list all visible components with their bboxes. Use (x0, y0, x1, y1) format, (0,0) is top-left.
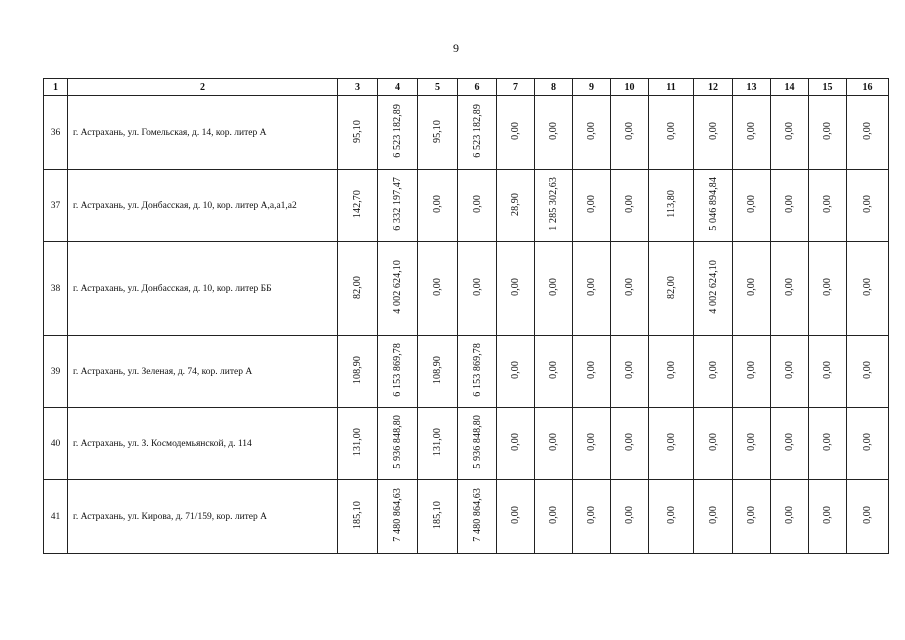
cell-value: 0,00 (586, 278, 597, 296)
cell-value: 0,00 (665, 506, 677, 524)
cell-value: 0,00 (432, 195, 443, 213)
column-header: 13 (733, 79, 771, 96)
cell-value: 0,00 (822, 122, 833, 140)
cell-value: 6 523 182,89 (392, 104, 403, 158)
cell-value: 5 046 894,84 (707, 177, 719, 231)
cell-value: 82,00 (352, 275, 363, 299)
cell-value: 28,90 (510, 192, 521, 216)
column-header: 10 (611, 79, 649, 96)
value-cell (497, 170, 535, 242)
cell-value: 0,00 (784, 278, 795, 296)
cell-value: 6 153 869,78 (471, 343, 483, 397)
value-cell (458, 170, 497, 242)
cell-value: 95,10 (432, 119, 443, 143)
cell-value: 0,00 (665, 122, 677, 140)
column-header: 12 (694, 79, 733, 96)
table-row (44, 96, 889, 170)
cell-value: 0,00 (862, 433, 873, 451)
cell-value: 4 002 624,10 (707, 260, 719, 314)
cell-value: 0,00 (707, 361, 719, 379)
cell-value: 0,00 (548, 506, 559, 524)
value-cell (611, 242, 649, 336)
cell-value: 142,70 (352, 189, 363, 219)
value-cell (535, 408, 573, 480)
cell-value: 0,00 (862, 195, 873, 213)
cell-value: 0,00 (624, 361, 635, 379)
value-cell (611, 336, 649, 408)
value-cell (611, 170, 649, 242)
cell-value: 0,00 (746, 361, 757, 379)
table-row (44, 170, 889, 242)
column-header: 2 (68, 79, 338, 96)
value-cell (771, 242, 809, 336)
cell-value: 0,00 (862, 361, 873, 379)
cell-value: 0,00 (548, 361, 559, 379)
column-header: 16 (847, 79, 889, 96)
value-cell (649, 96, 694, 170)
value-cell (418, 242, 458, 336)
value-cell (649, 408, 694, 480)
table-row (44, 480, 889, 554)
value-cell (378, 408, 418, 480)
cell-value: 0,00 (707, 122, 719, 140)
value-cell (809, 170, 847, 242)
cell-value: 185,10 (352, 500, 363, 530)
value-cell (535, 242, 573, 336)
cell-value: 0,00 (510, 122, 521, 140)
column-header: 6 (458, 79, 497, 96)
value-cell (418, 170, 458, 242)
value-cell (378, 336, 418, 408)
cell-value: 0,00 (510, 506, 521, 524)
column-header: 8 (535, 79, 573, 96)
value-cell (458, 408, 497, 480)
value-cell (573, 336, 611, 408)
address-cell: г. Астрахань, ул. Донбасская, д. 10, кор. литер А,а,а1,а2 (68, 170, 338, 242)
value-cell (338, 336, 378, 408)
value-cell (733, 96, 771, 170)
cell-value: 0,00 (471, 195, 483, 213)
value-cell (694, 336, 733, 408)
value-cell (338, 170, 378, 242)
value-cell (809, 242, 847, 336)
value-cell (378, 96, 418, 170)
cell-value: 5 936 848,80 (392, 415, 403, 469)
cell-value: 95,10 (352, 119, 363, 143)
cell-value: 0,00 (624, 506, 635, 524)
cell-value: 0,00 (822, 433, 833, 451)
value-cell (418, 96, 458, 170)
cell-value: 0,00 (822, 195, 833, 213)
value-cell (338, 408, 378, 480)
cell-value: 0,00 (784, 195, 795, 213)
value-cell (649, 242, 694, 336)
cell-value: 0,00 (432, 278, 443, 296)
value-cell (418, 336, 458, 408)
cell-value: 82,00 (665, 275, 677, 299)
value-cell (378, 480, 418, 554)
row-number: 38 (44, 242, 68, 336)
cell-value: 0,00 (586, 122, 597, 140)
cell-value: 4 002 624,10 (392, 260, 403, 314)
value-cell (497, 96, 535, 170)
cell-value: 0,00 (784, 122, 795, 140)
value-cell (733, 480, 771, 554)
value-cell (733, 242, 771, 336)
address-cell: г. Астрахань, ул. Кирова, д. 71/159, кор. литер А (68, 480, 338, 554)
value-cell (809, 408, 847, 480)
cell-value: 0,00 (746, 195, 757, 213)
cell-value: 0,00 (586, 433, 597, 451)
cell-value: 0,00 (862, 506, 873, 524)
value-cell (535, 480, 573, 554)
table-row (44, 336, 889, 408)
cell-value: 108,90 (432, 355, 443, 385)
value-cell (694, 408, 733, 480)
value-cell (458, 242, 497, 336)
value-cell (771, 480, 809, 554)
value-cell (497, 480, 535, 554)
row-number: 41 (44, 480, 68, 554)
cell-value: 0,00 (784, 506, 795, 524)
value-cell (497, 242, 535, 336)
value-cell (847, 480, 889, 554)
value-cell (378, 170, 418, 242)
cell-value: 0,00 (510, 278, 521, 296)
register-table (43, 78, 889, 554)
cell-value: 6 153 869,78 (392, 343, 403, 397)
value-cell (649, 170, 694, 242)
address-cell: г. Астрахань, ул. Донбасская, д. 10, кор. литер ББ (68, 242, 338, 336)
column-header: 4 (378, 79, 418, 96)
value-cell (694, 480, 733, 554)
cell-value: 185,10 (432, 500, 443, 530)
column-header: 14 (771, 79, 809, 96)
cell-value: 7 480 864,63 (392, 488, 403, 542)
cell-value: 0,00 (510, 433, 521, 451)
cell-value: 0,00 (746, 278, 757, 296)
cell-value: 0,00 (707, 506, 719, 524)
value-cell (771, 336, 809, 408)
cell-value: 0,00 (624, 278, 635, 296)
header-row (44, 79, 889, 96)
column-header: 9 (573, 79, 611, 96)
cell-value: 0,00 (624, 195, 635, 213)
value-cell (771, 170, 809, 242)
value-cell (733, 336, 771, 408)
cell-value: 0,00 (746, 122, 757, 140)
value-cell (418, 480, 458, 554)
value-cell (535, 336, 573, 408)
cell-value: 131,00 (432, 427, 443, 457)
value-cell (649, 480, 694, 554)
cell-value: 6 523 182,89 (471, 104, 483, 158)
value-cell (458, 96, 497, 170)
cell-value: 0,00 (862, 278, 873, 296)
cell-value: 0,00 (822, 361, 833, 379)
cell-value: 131,00 (352, 427, 363, 457)
value-cell (809, 336, 847, 408)
cell-value: 7 480 864,63 (471, 488, 483, 542)
cell-value: 1 285 302,63 (548, 177, 559, 231)
value-cell (771, 96, 809, 170)
cell-value: 113,80 (665, 190, 677, 218)
value-cell (535, 96, 573, 170)
value-cell (847, 96, 889, 170)
column-header: 5 (418, 79, 458, 96)
cell-value: 0,00 (784, 361, 795, 379)
value-cell (611, 480, 649, 554)
value-cell (497, 408, 535, 480)
address-cell: г. Астрахань, ул. З. Космодемьянской, д. 114 (68, 408, 338, 480)
value-cell (809, 480, 847, 554)
cell-value: 0,00 (586, 361, 597, 379)
cell-value: 0,00 (548, 278, 559, 296)
value-cell (573, 96, 611, 170)
cell-value: 0,00 (862, 122, 873, 140)
value-cell (847, 170, 889, 242)
cell-value: 0,00 (746, 433, 757, 451)
cell-value: 0,00 (471, 278, 483, 296)
value-cell (458, 480, 497, 554)
cell-value: 0,00 (707, 433, 719, 451)
row-number: 39 (44, 336, 68, 408)
cell-value: 6 332 197,47 (392, 177, 403, 231)
cell-value: 0,00 (624, 433, 635, 451)
value-cell (338, 480, 378, 554)
value-cell (847, 336, 889, 408)
row-number: 36 (44, 96, 68, 170)
cell-value: 0,00 (665, 361, 677, 379)
table-row (44, 408, 889, 480)
column-header: 1 (44, 79, 68, 96)
value-cell (418, 408, 458, 480)
value-cell (338, 96, 378, 170)
cell-value: 0,00 (665, 433, 677, 451)
table-row (44, 242, 889, 336)
cell-value: 108,90 (352, 355, 363, 385)
value-cell (573, 408, 611, 480)
value-cell (694, 170, 733, 242)
column-header: 15 (809, 79, 847, 96)
address-cell: г. Астрахань, ул. Гомельская, д. 14, кор. литер А (68, 96, 338, 170)
value-cell (847, 242, 889, 336)
value-cell (809, 96, 847, 170)
value-cell (535, 170, 573, 242)
value-cell (694, 96, 733, 170)
row-number: 37 (44, 170, 68, 242)
column-header: 11 (649, 79, 694, 96)
cell-value: 0,00 (746, 506, 757, 524)
cell-value: 0,00 (624, 122, 635, 140)
column-header: 7 (497, 79, 535, 96)
cell-value: 0,00 (548, 433, 559, 451)
cell-value: 0,00 (822, 506, 833, 524)
value-cell (458, 336, 497, 408)
cell-value: 0,00 (548, 122, 559, 140)
value-cell (694, 242, 733, 336)
page-number: 9 (453, 41, 459, 55)
cell-value: 0,00 (510, 361, 521, 379)
cell-value: 0,00 (822, 278, 833, 296)
value-cell (378, 242, 418, 336)
value-cell (733, 170, 771, 242)
value-cell (649, 336, 694, 408)
value-cell (771, 408, 809, 480)
column-header: 3 (338, 79, 378, 96)
cell-value: 0,00 (586, 195, 597, 213)
value-cell (573, 480, 611, 554)
value-cell (573, 242, 611, 336)
value-cell (733, 408, 771, 480)
cell-value: 5 936 848,80 (471, 415, 483, 469)
cell-value: 0,00 (784, 433, 795, 451)
address-cell: г. Астрахань, ул. Зеленая, д. 74, кор. литер А (68, 336, 338, 408)
value-cell (497, 336, 535, 408)
value-cell (611, 96, 649, 170)
value-cell (573, 170, 611, 242)
row-number: 40 (44, 408, 68, 480)
value-cell (847, 408, 889, 480)
value-cell (338, 242, 378, 336)
value-cell (611, 408, 649, 480)
cell-value: 0,00 (586, 506, 597, 524)
